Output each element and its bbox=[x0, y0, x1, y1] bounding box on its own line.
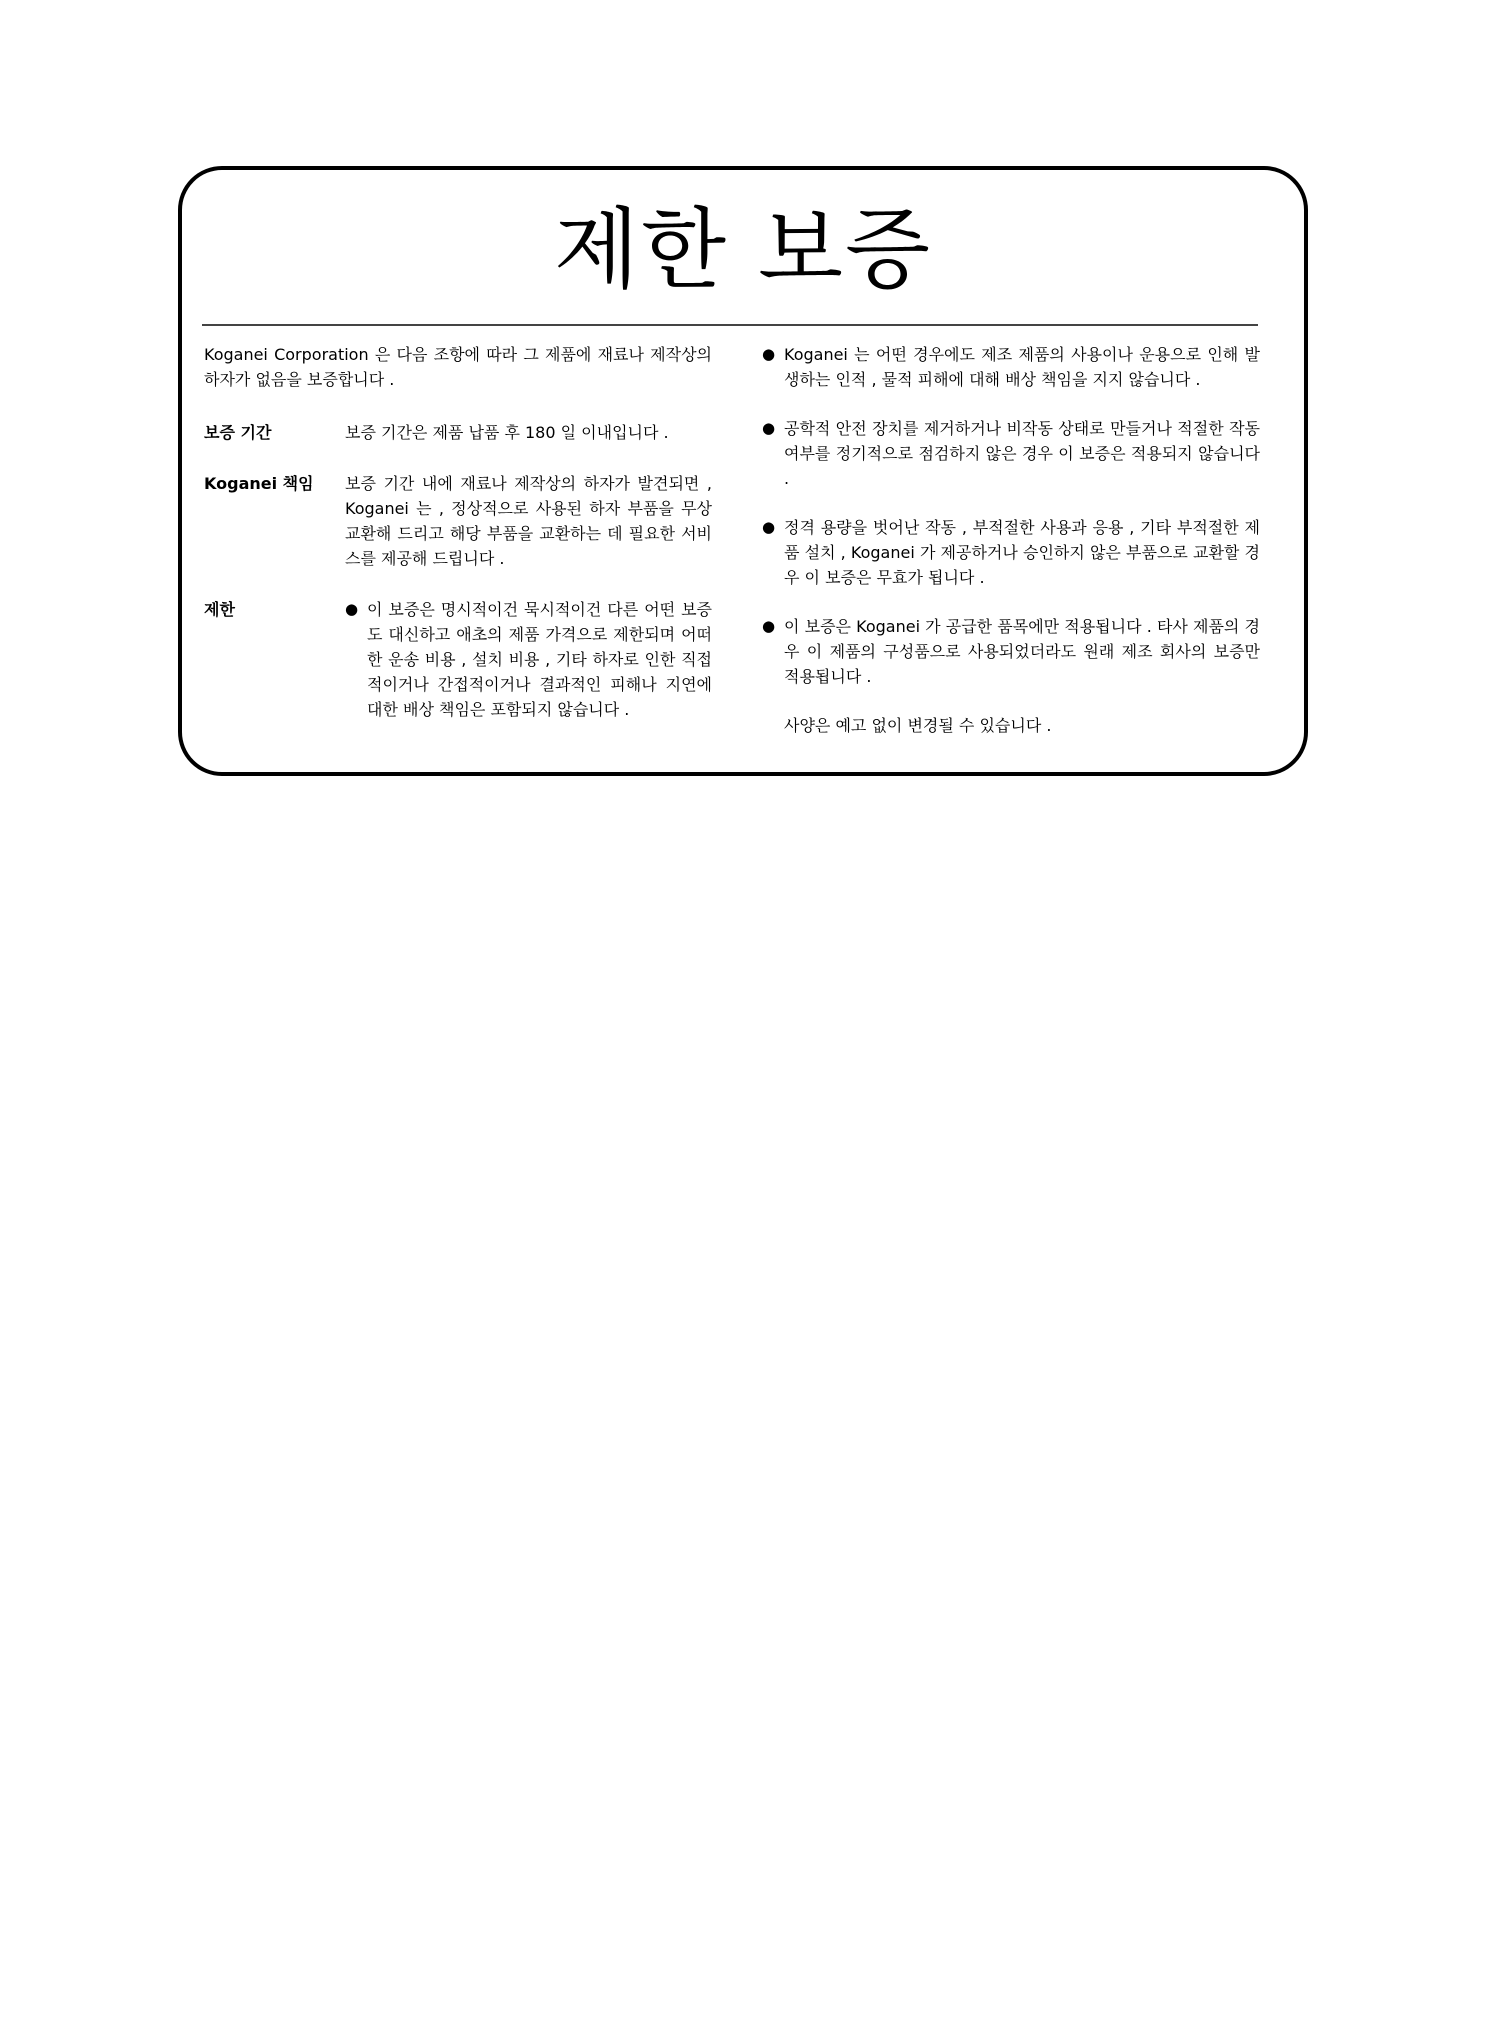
warranty-period-text: 보증 기간은 제품 납품 후 180 일 이내입니다 . bbox=[345, 423, 669, 442]
bullet-icon: ● bbox=[762, 617, 776, 635]
right-bullet-3 bbox=[762, 515, 1260, 590]
limits-section bbox=[204, 597, 712, 722]
left-column bbox=[204, 342, 712, 722]
right-bullet-4 bbox=[762, 614, 1260, 689]
right-bullet-text: 정격 용량을 벗어난 작동 , 부적절한 사용과 응용 , 기타 부적절한 제품 설치 , Koganei 가 제공하거나 승인하지 않은 부품으로 교환할 경우 이 보증은 무효가 됩니다 . bbox=[784, 518, 1260, 587]
limited-warranty-box bbox=[178, 166, 1308, 776]
responsibility-label: Koganei 책임 bbox=[204, 474, 314, 493]
limits-bullet-text: 이 보증은 명시적이건 묵시적이건 다른 어떤 보증도 대신하고 애초의 제품 가격으로 제한되며 어떠한 운송 비용 , 설치 비용 , 기타 하자로 인한 직접적이거나 간접적이거나 결과적인 피해나 지연에 대한 배상 책임은 포함되지 않습니다 . bbox=[367, 600, 712, 719]
right-bullet-text: 공학적 안전 장치를 제거하거나 비작동 상태로 만들거나 적절한 작동 여부를 정기적으로 점검하지 않은 경우 이 보증은 적용되지 않습니다 . bbox=[784, 419, 1260, 488]
bullet-icon: ● bbox=[762, 419, 776, 437]
bullet-icon: ● bbox=[762, 345, 776, 363]
responsibility-text: 보증 기간 내에 재료나 제작상의 하자가 발견되면 , Koganei 는 , 정상적으로 사용된 하자 부품을 무상 교환해 드리고 해당 부품을 교환하는 데 필요한 서비스를 제공해 드립니다 . bbox=[345, 474, 712, 568]
right-column bbox=[762, 342, 1260, 738]
responsibility-section bbox=[204, 471, 712, 571]
page-title: 제한 보증 bbox=[553, 198, 932, 301]
title-divider bbox=[202, 324, 1258, 326]
right-bullet-text: Koganei 는 어떤 경우에도 제조 제품의 사용이나 운용으로 인해 발생하는 인적 , 물적 피해에 대해 배상 책임을 지지 않습니다 . bbox=[784, 345, 1260, 389]
intro-text: Koganei Corporation 은 다음 조항에 따라 그 제품에 재료나 제작상의 하자가 없음을 보증합니다 . bbox=[204, 345, 712, 389]
right-bullet-2 bbox=[762, 416, 1260, 491]
right-bullet-1 bbox=[762, 342, 1260, 392]
bullet-icon: ● bbox=[762, 518, 776, 536]
spec-change-notice: 사양은 예고 없이 변경될 수 있습니다 . bbox=[784, 716, 1052, 735]
bullet-icon: ● bbox=[345, 600, 359, 618]
limits-label: 제한 bbox=[204, 600, 235, 619]
limits-bullet bbox=[345, 597, 712, 722]
warranty-period-section bbox=[204, 420, 712, 445]
right-bullet-text: 이 보증은 Koganei 가 공급한 품목에만 적용됩니다 . 타사 제품의 경우 이 제품의 구성품으로 사용되었더라도 원래 제조 회사의 보증만 적용됩니다 . bbox=[784, 617, 1260, 686]
warranty-period-label: 보증 기간 bbox=[204, 423, 272, 442]
